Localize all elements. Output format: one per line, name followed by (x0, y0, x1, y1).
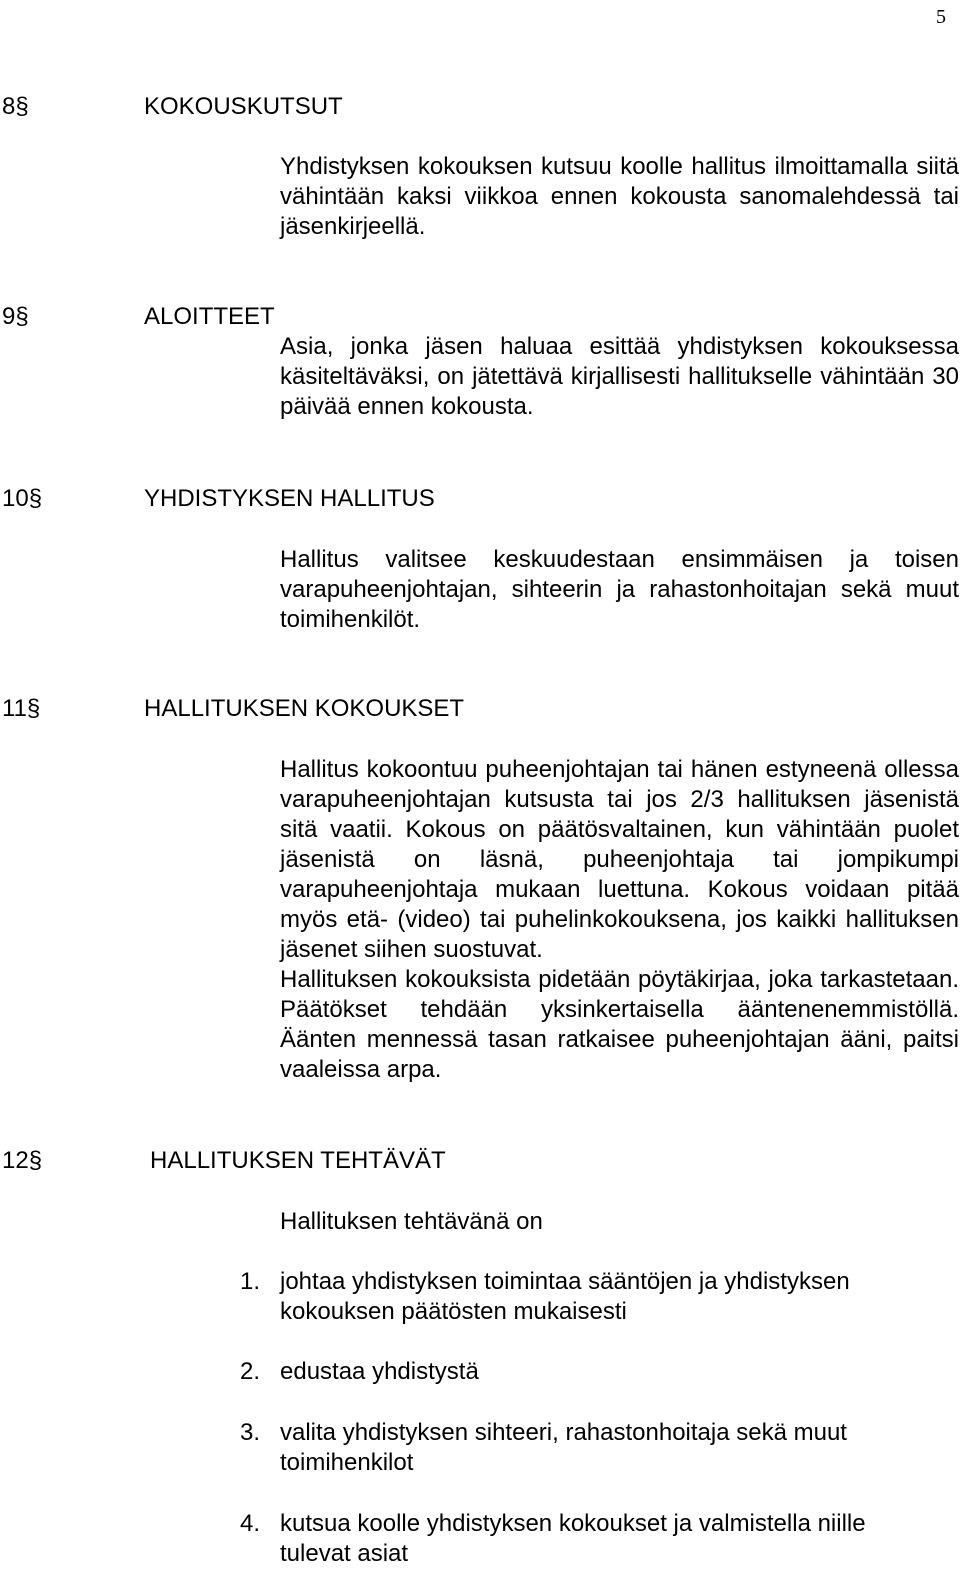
list-marker: 1. (240, 1268, 261, 1295)
list-marker: 2. (240, 1358, 261, 1385)
list-marker: 3. (240, 1419, 261, 1446)
section-title: YHDISTYKSEN HALLITUS (144, 485, 435, 512)
list-text: valita yhdistyksen sihteeri, rahastonhoitaja sekä muut toimihenkilot (280, 1419, 847, 1476)
section-title: KOKOUSKUTSUT (144, 93, 343, 120)
section-title: HALLITUKSEN TEHTÄVÄT (150, 1147, 446, 1174)
section-11-paragraph-1: Hallitus kokoontuu puheenjohtajan tai hänen estyneenä ollessa varapuheenjohtajan kutsusta tai jos 2/3 hallituksen jäsenistä sitä vaatii. Kokous on päätösvaltainen, kun vähintään puolet jäsenistä on läsnä, puheenjohtaja tai jompikumpi varapuheenjohtaja mukaan luettuna. Kokous voidaan pitää myös etä- (video) tai puhelinkokouksena, jos kaikki hallituksen jäsenet siihen suostuvat. (280, 756, 959, 963)
section-number: 12§ (2, 1147, 43, 1174)
section-9-paragraph: Asia, jonka jäsen haluaa esittää yhdistyksen kokouksessa käsiteltäväksi, on jätettävä kirjallisesti hallitukselle vähintään 30 päivää ennen kokousta. (280, 333, 959, 420)
section-number: 9§ (2, 303, 29, 330)
section-8-paragraph: Yhdistyksen kokouksen kutsuu koolle hallitus ilmoittamalla siitä vähintään kaksi viikkoa ennen kokousta sanomalehdessä tai jäsenkirjeellä. (280, 153, 959, 240)
section-number: 8§ (2, 93, 29, 120)
list-marker: 4. (240, 1510, 261, 1537)
page-number: 5 (936, 6, 946, 28)
list-text: johtaa yhdistyksen toimintaa sääntöjen ja yhdistyksen kokouksen päätösten mukaisesti (280, 1268, 850, 1325)
section-number: 11§ (2, 695, 41, 722)
section-11-paragraph-2: Hallituksen kokouksista pidetään pöytäkirjaa, joka tarkastetaan. Päätökset tehdään yksinkertaisella ääntenenemmistöllä. Äänten mennessä tasan ratkaisee puheenjohtajan ääni, paitsi vaaleissa arpa. (280, 966, 959, 1083)
section-title: ALOITTEET (144, 303, 275, 330)
list-text: kutsua koolle yhdistyksen kokoukset ja valmistella niille tulevat asiat (280, 1510, 866, 1567)
section-title: HALLITUKSEN KOKOUKSET (144, 695, 465, 722)
section-number: 10§ (2, 485, 43, 512)
list-text: edustaa yhdistystä (280, 1358, 479, 1385)
section-12-paragraph: Hallituksen tehtävänä on (280, 1208, 543, 1235)
section-10-paragraph: Hallitus valitsee keskuudestaan ensimmäisen ja toisen varapuheenjohtajan, sihteerin ja rahastonhoitajan sekä muut toimihenkilöt. (280, 546, 959, 633)
